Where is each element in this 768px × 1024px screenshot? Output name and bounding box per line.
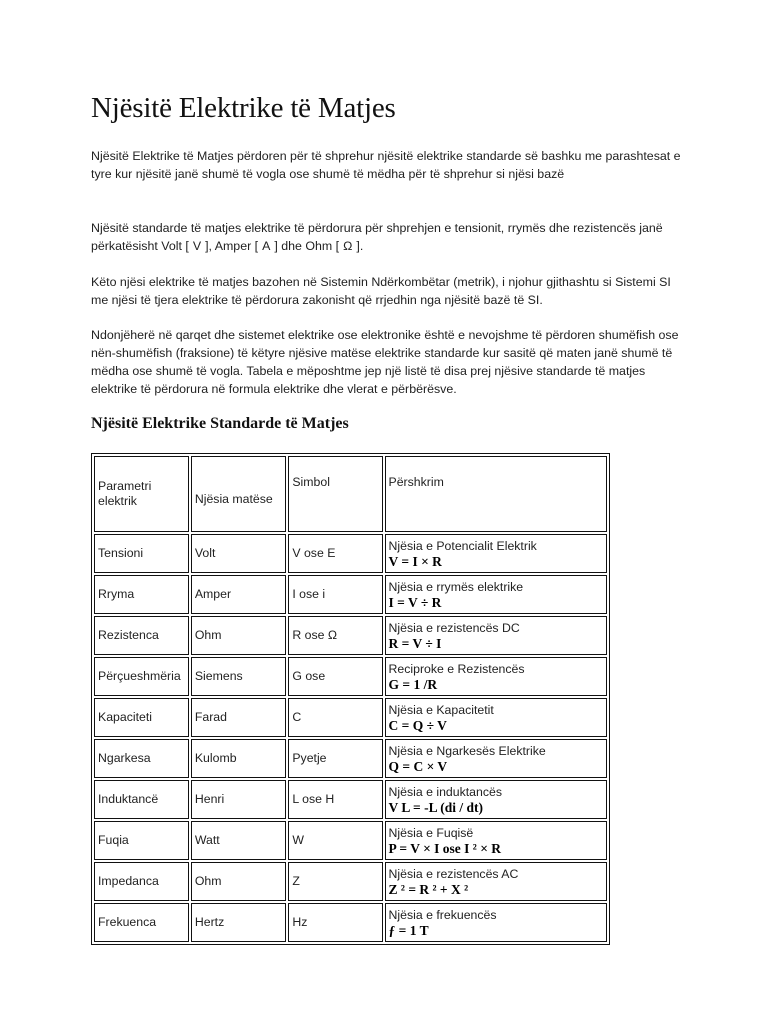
formula-text: ƒ = 1 T: [388, 922, 429, 938]
cell-unit: Ohm: [191, 616, 287, 655]
cell-param: Rezistenca: [94, 616, 189, 655]
table-row: [94, 862, 607, 901]
table-row: [94, 739, 607, 778]
formula-text: P = V × I ose I ² × R: [388, 840, 502, 856]
cell-description: [385, 534, 607, 573]
description-text: Njësia e Ngarkesës Elektrike: [388, 743, 546, 758]
base-units-paragraph: [91, 219, 681, 255]
multiples-paragraph: Ndonjëherë në qarqet dhe sistemet elektrike ose elektronike është e nevojshme të përdoren shumëfish ose nën-shumëfish (fraksione) të këtyre njësive matëse elektrike standarde kur sasitë që maten janë shumë të mëdha ose shumë të vogla. Tabela e mëposhtme jep një listë të disa prej njësive standarde të matjes elektrike të përdorura në formula elektrike dhe vlerat e përbërësve.: [91, 328, 679, 396]
base-units-text-end: ].: [356, 239, 364, 253]
header-description: Përshkrim: [385, 456, 607, 532]
table-row: [94, 616, 607, 655]
cell-unit: Amper: [191, 575, 287, 614]
formula-text: V = I × R: [388, 553, 442, 569]
intro-paragraph: Njësitë Elektrike të Matjes përdoren për të shprehur njësitë elektrike standarde së bashku me parashtesat e tyre kur njësitë janë shumë të vogla ose shumë të mëdha për të shprehur si njësi bazë: [91, 149, 681, 181]
cell-unit: Siemens: [191, 657, 287, 696]
cell-param: Tensioni: [94, 534, 189, 573]
cell-symbol: V ose E: [288, 534, 382, 573]
cell-param: Induktancë: [94, 780, 189, 819]
table-row: [94, 903, 607, 942]
description-text: Njësia e rrymës elektrike: [388, 579, 524, 594]
table-row: [94, 657, 607, 696]
cell-unit: Ohm: [191, 862, 287, 901]
table-row: [94, 534, 607, 573]
description-text: Njësia e induktancës: [388, 784, 502, 799]
cell-symbol: G ose: [288, 657, 382, 696]
cell-param: Fuqia: [94, 821, 189, 860]
section-subtitle: Njësitë Elektrike Standarde të Matjes: [91, 415, 349, 432]
table-row: [94, 821, 607, 860]
description-text: Njësia e Fuqisë: [388, 825, 474, 840]
cell-param: Ngarkesa: [94, 739, 189, 778]
cell-param: Rryma: [94, 575, 189, 614]
header-symbol: Simbol: [288, 456, 382, 532]
ampere-symbol: A: [262, 239, 271, 253]
cell-symbol: R ose Ω: [288, 616, 382, 655]
description-text: Njësia e Kapacitetit: [388, 702, 494, 717]
cell-unit: Farad: [191, 698, 287, 737]
volt-symbol: V: [192, 239, 202, 253]
cell-symbol: I ose i: [288, 575, 382, 614]
cell-param: Përçueshmëria: [94, 657, 189, 696]
cell-description: [385, 903, 607, 942]
table-row: [94, 575, 607, 614]
page-title: Njësitë Elektrike të Matjes: [91, 92, 396, 124]
formula-text: G = 1 /R: [388, 676, 438, 692]
cell-description: [385, 657, 607, 696]
formula-text: Q = C × V: [388, 758, 448, 774]
cell-unit: Hertz: [191, 903, 287, 942]
units-table: [91, 453, 610, 945]
cell-param: Kapaciteti: [94, 698, 189, 737]
formula-text: C = Q ÷ V: [388, 717, 447, 733]
base-units-text-2: ], Amper [: [205, 239, 259, 253]
description-text: Reciproke e Rezistencës: [388, 661, 525, 676]
description-text: Njësia e Potencialit Elektrik: [388, 538, 537, 553]
header-param: Parametri elektrik: [94, 456, 189, 532]
header-unit: Njësia matëse: [191, 456, 287, 532]
cell-symbol: L ose H: [288, 780, 382, 819]
cell-unit: Volt: [191, 534, 287, 573]
cell-symbol: C: [288, 698, 382, 737]
base-units-text: Njësitë standarde të matjes elektrike të përdorura për shprehjen e tensionit, rrymës dhe rezistencës janë përkatësisht Volt [: [91, 221, 663, 253]
cell-description: [385, 575, 607, 614]
cell-description: [385, 616, 607, 655]
base-units-text-3: ] dhe Ohm [: [274, 239, 340, 253]
formula-text: Z ² = R ² + X ²: [388, 881, 469, 897]
ohm-symbol: Ω: [343, 239, 353, 253]
table-row: [94, 780, 607, 819]
cell-param: Frekuenca: [94, 903, 189, 942]
cell-symbol: Z: [288, 862, 382, 901]
cell-unit: Watt: [191, 821, 287, 860]
description-text: Njësia e rezistencës DC: [388, 620, 520, 635]
cell-unit: Kulomb: [191, 739, 287, 778]
cell-description: [385, 739, 607, 778]
cell-description: [385, 821, 607, 860]
cell-param: Impedanca: [94, 862, 189, 901]
formula-text: R = V ÷ I: [388, 635, 442, 651]
cell-symbol: Hz: [288, 903, 382, 942]
cell-symbol: Pyetje: [288, 739, 382, 778]
si-system-paragraph: Këto njësi elektrike të matjes bazohen në Sistemin Ndërkombëtar (metrik), i njohur gjithashtu si Sistemi SI me njësi të tjera elektrike të përdorura zakonisht që rrjedhin nga njësitë bazë të SI.: [91, 275, 671, 307]
cell-description: [385, 780, 607, 819]
formula-text: V L = -L (di / dt): [388, 799, 483, 815]
cell-symbol: W: [288, 821, 382, 860]
description-text: Njësia e rezistencës AC: [388, 866, 519, 881]
cell-description: [385, 698, 607, 737]
table-row: [94, 698, 607, 737]
description-text: Njësia e frekuencës: [388, 907, 497, 922]
formula-text: I = V ÷ R: [388, 594, 442, 610]
table-header-row: [94, 456, 607, 532]
cell-unit: Henri: [191, 780, 287, 819]
cell-description: [385, 862, 607, 901]
